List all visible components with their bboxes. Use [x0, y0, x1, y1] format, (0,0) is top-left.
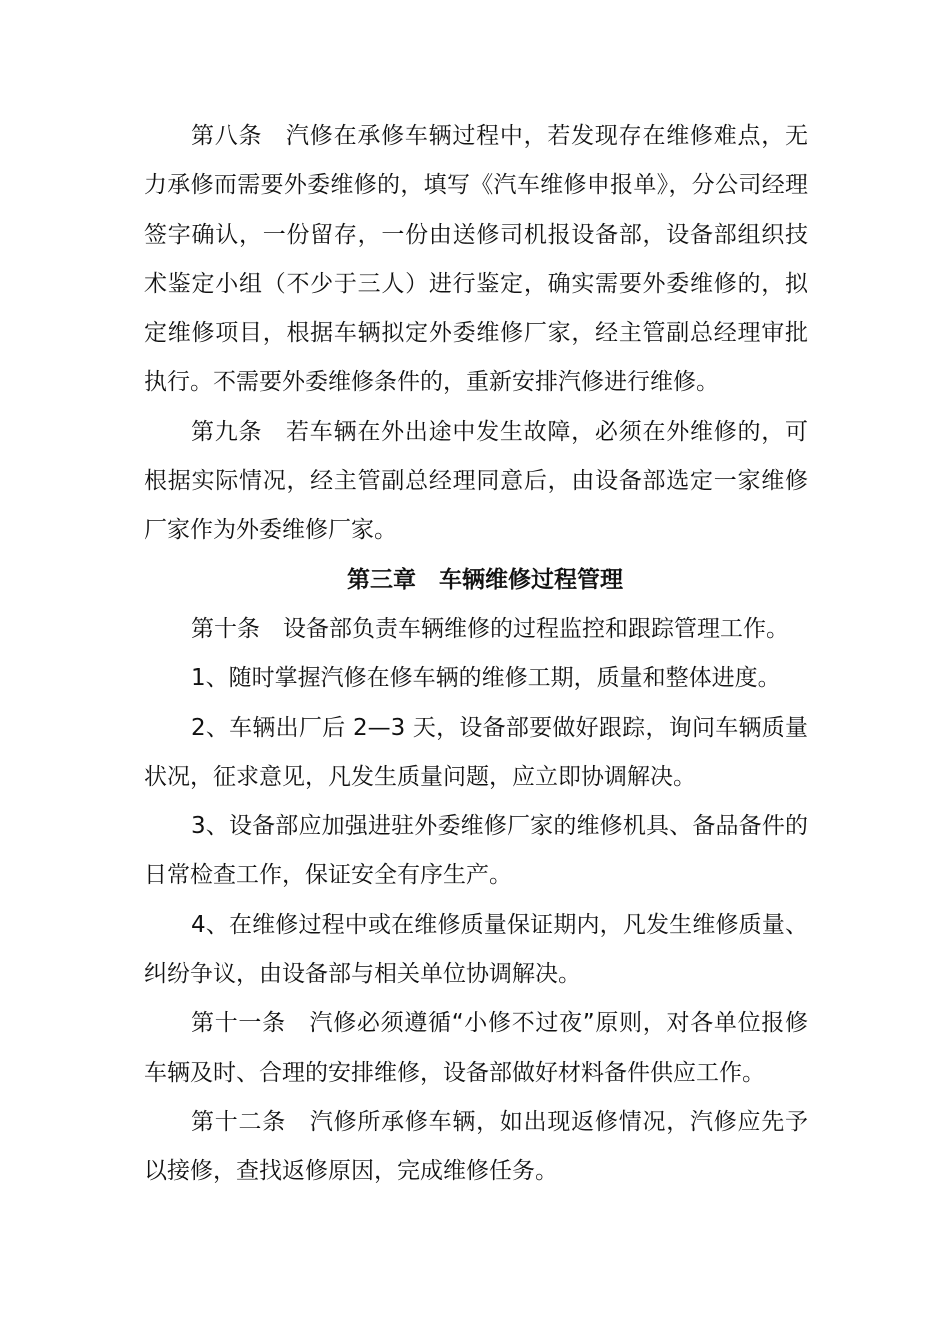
article-number: 第十条 — [191, 615, 283, 642]
article-text: 汽修必须遵循“小修不过夜”原则，对各单位报修车辆及时、合理的安排维修，设备部做好材料备件供应工作。 — [144, 1010, 808, 1086]
article-10-paragraph — [144, 605, 808, 654]
list-item-3: 3、设备部应加强进驻外委维修厂家的维修机具、备品备件的日常检查工作，保证安全有序生产。 — [144, 813, 808, 889]
article-12-paragraph — [144, 1098, 808, 1197]
list-item-1: 1、随时掌握汽修在修车辆的维修工期，质量和整体进度。 — [191, 665, 781, 692]
document-body — [144, 112, 808, 1197]
article-text: 设备部负责车辆维修的过程监控和跟踪管理工作。 — [283, 615, 789, 642]
article-text: 汽修所承修车辆，如出现返修情况，汽修应先予以接修，查找返修原因，完成维修任务。 — [144, 1108, 809, 1185]
chapter-heading: 第三章 车辆维修过程管理 — [347, 566, 623, 593]
article-text: 汽修在承修车辆过程中，若发现存在维修难点，无力承修而需要外委维修的，填写《汽车维修申报单》，分公司经理签字确认，一份留存，一份由送修司机报设备部，设备部组织技术鉴定小组（不少于三人）进行鉴定，确实需要外委维修的，拟定维修项目，根据车辆拟定外委维修厂家，经主管副总经理审批执行。不需要外委维修条件的，重新安排汽修进行维修。 — [144, 123, 809, 396]
article-text: 若车辆在外出途中发生故障，必须在外维修的，可根据实际情况，经主管副总经理同意后，由设备部选定一家维修厂家作为外委维修厂家。 — [144, 418, 809, 544]
list-item-2: 2、车辆出厂后 2—3 天，设备部要做好跟踪，询问车辆质量状况，征求意见，凡发生质量问题，应立即协调解决。 — [144, 714, 808, 790]
article-number: 第九条 — [191, 418, 287, 445]
article-11-paragraph — [144, 999, 808, 1098]
article-number: 第十一条 — [191, 1010, 310, 1037]
article-9-paragraph — [144, 408, 808, 556]
article-number: 第八条 — [191, 123, 287, 149]
list-item-4: 4、在维修过程中或在维修质量保证期内，凡发生维修质量、纠纷争议，由设备部与相关单位协调解决。 — [144, 911, 808, 988]
article-8-paragraph — [144, 112, 808, 408]
article-number: 第十二条 — [191, 1108, 310, 1135]
